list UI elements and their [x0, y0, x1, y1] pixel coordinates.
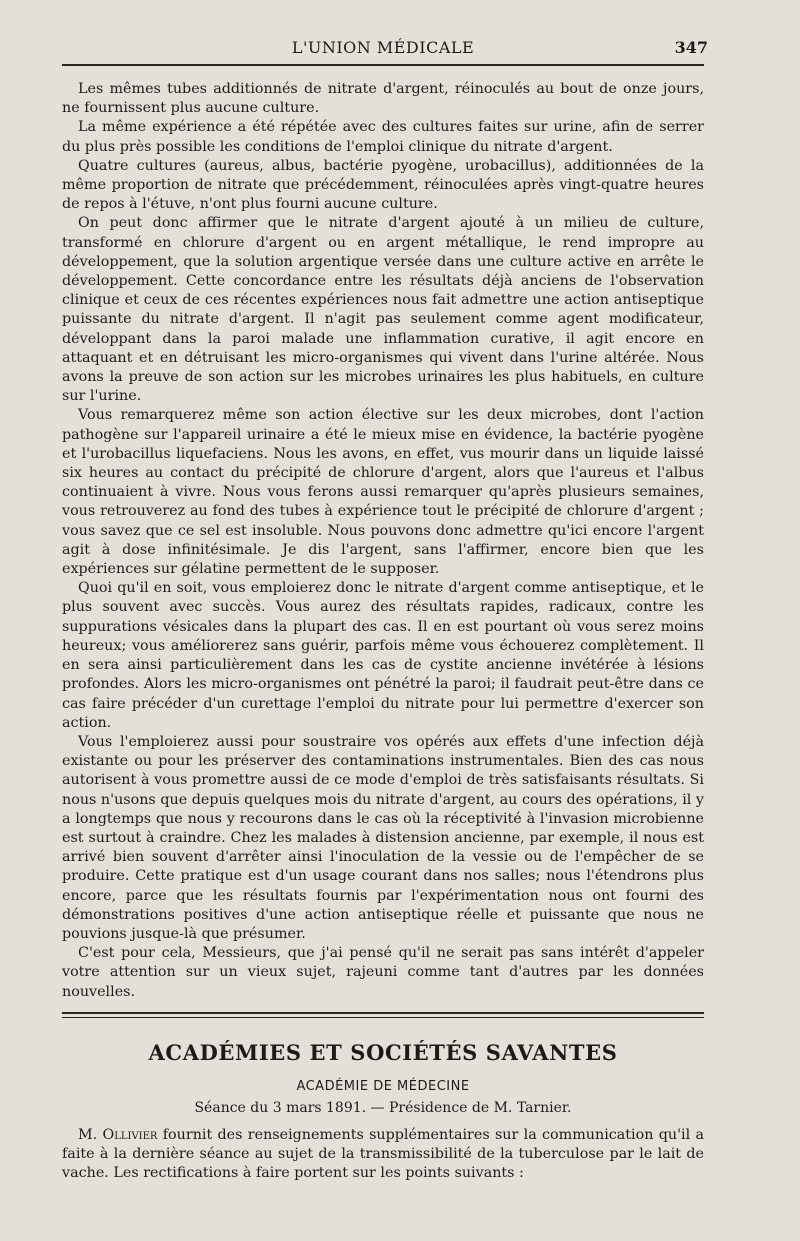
section-title: ACADÉMIES ET SOCIÉTÉS SAVANTES [148, 1039, 618, 1065]
paragraph: Vous remarquerez même son action élective sur les deux microbes, dont l'action pathogène sur l'appareil urinaire a été le mieux mise en évidence, la bactérie pyogène et l'urobacillus liquefaciens. Nous les avons, en effet, vus mourir dans un liquide laissé six heures au contact du précipité de chlorure d'argent, alors que l'aureus et l'albus continuaient à vivre. Nous vous ferons aussi remarquer qu'après plusieurs semaines, vous retrouverez au fond des tubes à expérience tout le précipité de chlorure d'argent ; vous savez que ce sel est insoluble. Nous pouvons donc admettre qu'ici encore l'argent agit à dose infinitésimale. Je dis l'argent, sans l'affirmer, encore bien que les expériences sur gélatine permettent de le supposer. [62, 407, 704, 578]
paragraph: On peut donc affirmer que le nitrate d'argent ajouté à un milieu de culture, transformé en chlorure d'argent ou en argent métallique, le rend impropre au développement, que la solution argentique versée dans une culture active en arrête le développement. Cette concordance entre les résultats déjà anciens de l'observation clinique et ceux de ces récentes expériences nous fait admettre une action antiseptique puissante du nitrate d'argent. Il n'agit pas seulement comme agent modificateur, développant dans la paroi malade une inflammation curative, il agit encore en attaquant et en détruisant les micro-organismes qui vivent dans l'urine altérée. Nous avons la preuve de son action sur les microbes urinaires les plus habituels, en culture sur l'urine. [62, 215, 704, 405]
header-rule [62, 64, 704, 66]
section-body [62, 1126, 704, 1184]
academy-name: ACADÉMIE DE MÉDECINE [296, 1078, 470, 1094]
paragraph: Les mêmes tubes additionnés de nitrate d'argent, réinoculés au bout de onze jours, ne fournissent plus aucune culture. [62, 81, 704, 117]
session-line: Séance du 3 mars 1891. — Présidence de M. Tarnier. [194, 1099, 572, 1116]
paragraph: C'est pour cela, Messieurs, que j'ai pensé qu'il ne serait pas sans intérêt d'appeler votre attention sur un vieux sujet, rajeuni comme tant d'autres par les données nouvelles. [62, 945, 704, 1000]
section-divider [62, 1012, 704, 1018]
paragraph: La même expérience a été répétée avec des cultures faites sur urine, afin de serrer du plus près possible les conditions de l'emploi clinique du nitrate d'argent. [62, 119, 704, 155]
article-body [62, 80, 704, 1002]
page-number: 347 [674, 38, 708, 57]
paragraph: Quatre cultures (aureus, albus, bactérie pyogène, urobacillus), additionnées de la même proportion de nitrate que précédemment, réinoculées après vingt-quatre heures de repos à l'étuve, n'ont plus fourni aucune culture. [62, 157, 704, 213]
paragraph [62, 1126, 704, 1184]
paragraph: Vous l'emploierez aussi pour soustraire vos opérés aux effets d'une infection déjà existante ou pour les préserver des contaminations instrumentales. Bien des cas nous autorisent à vous promettre aussi de ce mode d'emploi de très satisfaisants résultats. Si nous n'usons que depuis quelques mois du nitrate d'argent, au cours des opérations, il y a longtemps que nous y recourons dans le cas où la réceptivité à l'invasion microbienne est surtout à craindre. Chez les malades à distension ancienne, par exemple, il nous est arrivé bien souvent d'arrêter ainsi l'inoculation de la vessie ou de l'empêcher de se produire. Cette pratique est d'un usage courant dans nos salles; nous l'étendrons plus encore, parce que les résultats fournis par l'expérimentation nous ont fourni des démonstrations positives d'une action antiseptique réelle et puissante que nous ne pouvions jusque-là que présumer. [62, 733, 704, 942]
page-header [62, 30, 708, 64]
running-title: L'UNION MÉDICALE [291, 38, 475, 57]
speaker-name: M. Ollivier [78, 1126, 158, 1143]
paragraph-text: fournit des renseignements supplémentaires sur la communication qu'il a faite à la dernière séance au sujet de la transmissibilité de la tuberculose par le lait de vache. Les rectifications à faire portent sur les points suivants : [62, 1126, 705, 1182]
paragraph: Quoi qu'il en soit, vous emploierez donc le nitrate d'argent comme antiseptique, et le plus souvent avec succès. Vous aurez des résultats rapides, radicaux, contre les suppurations vésicales dans la plupart des cas. Il en est pourtant où vous serez moins heureux; vous améliorerez sans guérir, parfois même vous échouerez complètement. Il en sera ainsi particulièrement dans les cas de cystite ancienne invétérée à lésions profondes. Alors les micro-organismes ont pénétré la paroi; il faudrait peut-être dans ce cas faire précéder d'un curettage l'emploi du nitrate pour lui permettre d'exercer son action. [62, 580, 704, 731]
